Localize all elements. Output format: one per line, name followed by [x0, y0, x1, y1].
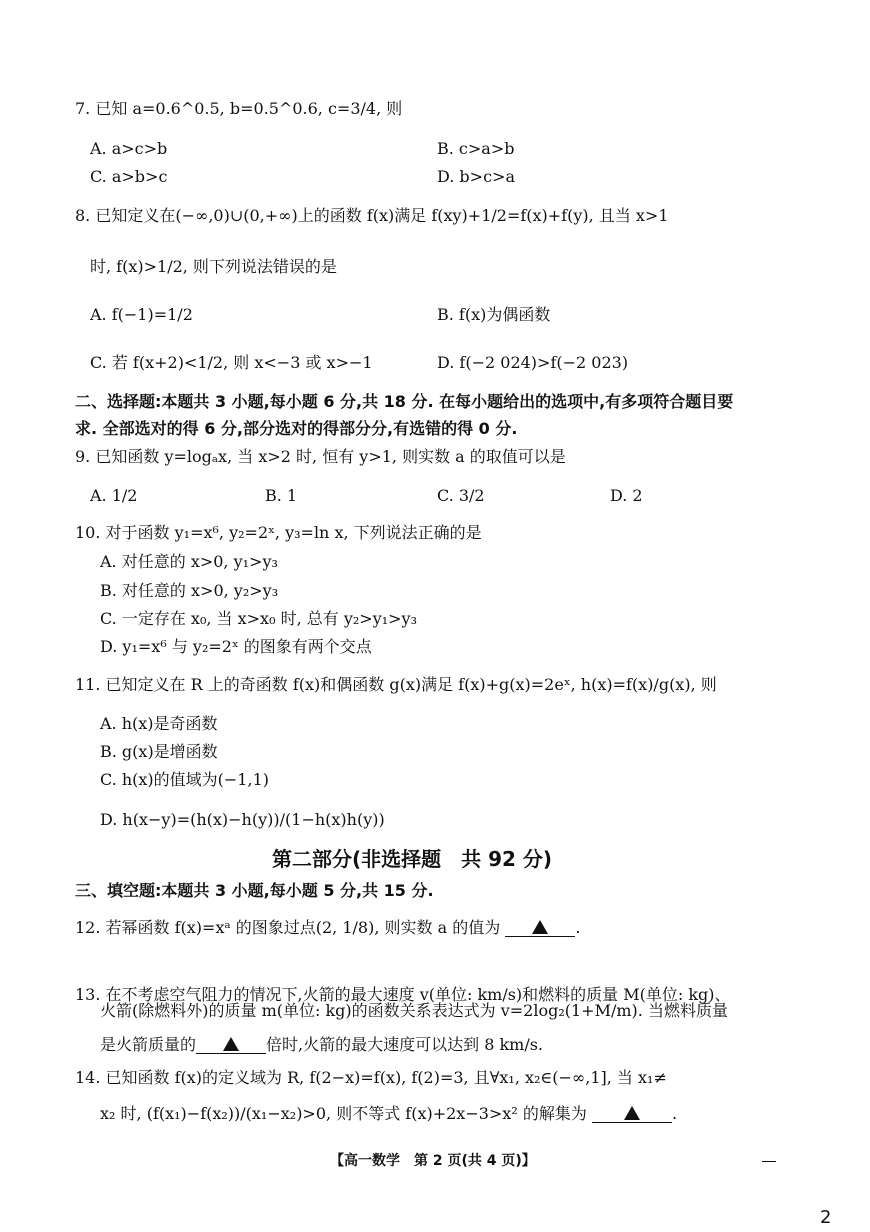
part2-title: 第二部分(非选择题 共 92 分) — [272, 847, 553, 871]
triangle-icon — [624, 1106, 640, 1120]
q7-option-d: D. b>c>a — [437, 167, 515, 186]
q8-stem-line2: 时, f(x)>1/2, 则下列说法错误的是 — [90, 257, 337, 276]
q7-stem: 7. 已知 a=0.6^0.5, b=0.5^0.6, c=3/4, 则 — [75, 99, 403, 118]
q13-text-after: 倍时,火箭的最大速度可以达到 8 km/s. — [266, 1035, 544, 1054]
q14-text: x₂ 时, (f(x₁)−f(x₂))/(x₁−x₂)>0, 则不等式 f(x)+2x−3>x² 的解集为 — [100, 1104, 587, 1123]
q7-option-c: C. a>b>c — [90, 167, 168, 186]
q11-option-b: B. g(x)是增函数 — [100, 742, 218, 761]
footer-dash — [762, 1161, 776, 1162]
q9-option-b: B. 1 — [265, 486, 298, 505]
q11-option-d: D. h(x−y)=(h(x)−h(y))/(1−h(x)h(y)) — [100, 810, 385, 829]
q12-end: . — [575, 918, 581, 937]
q10-option-d: D. y₁=x⁶ 与 y₂=2ˣ 的图象有两个交点 — [100, 637, 372, 656]
q10-option-c: C. 一定存在 x₀, 当 x>x₀ 时, 总有 y₂>y₁>y₃ — [100, 609, 418, 628]
q13-text-before: 是火箭质量的 — [100, 1035, 197, 1054]
section2-heading-line2: 求. 全部选对的得 6 分,部分选对的得部分分,有选错的得 0 分. — [75, 419, 518, 438]
q10-option-a: A. 对任意的 x>0, y₁>y₃ — [100, 552, 278, 571]
section2-heading-line1: 二、选择题:本题共 3 小题,每小题 6 分,共 18 分. 在每小题给出的选项中,有多项符合题目要 — [75, 392, 734, 411]
q9-stem: 9. 已知函数 y=logₐx, 当 x>2 时, 恒有 y>1, 则实数 a 的取值可以是 — [75, 447, 566, 466]
q12-answer-blank[interactable] — [505, 920, 575, 937]
q7-option-a: A. a>c>b — [90, 139, 168, 158]
q8-option-a: A. f(−1)=1/2 — [90, 305, 193, 324]
q8-option-c: C. 若 f(x+2)<1/2, 则 x<−3 或 x>−1 — [90, 353, 373, 372]
q14-end: . — [671, 1104, 678, 1123]
triangle-icon — [223, 1037, 239, 1051]
q13-answer-blank[interactable] — [196, 1037, 266, 1054]
q13-line2: 火箭(除燃料外)的质量 m(单位: kg)的函数关系表达式为 v=2log₂(1+M/m). 当燃料质量 — [100, 1001, 728, 1020]
q11-option-a: A. h(x)是奇函数 — [100, 714, 218, 733]
q8-option-b: B. f(x)为偶函数 — [437, 305, 551, 324]
q11-option-c: C. h(x)的值域为(−1,1) — [100, 770, 269, 789]
q10-option-b: B. 对任意的 x>0, y₂>y₃ — [100, 581, 279, 600]
page-number: 2 — [820, 1207, 832, 1228]
q14-answer-blank[interactable] — [592, 1106, 672, 1123]
q14-line1: 14. 已知函数 f(x)的定义域为 R, f(2−x)=f(x), f(2)=3, 且∀x₁, x₂∈(−∞,1], 当 x₁≠ — [75, 1068, 667, 1087]
q7-option-b: B. c>a>b — [437, 139, 515, 158]
q12-line — [75, 917, 580, 939]
q14-line2 — [100, 1103, 677, 1125]
triangle-icon — [532, 920, 548, 934]
q11-stem: 11. 已知定义在 R 上的奇函数 f(x)和偶函数 g(x)满足 f(x)+g(x)=2eˣ, h(x)=f(x)/g(x), 则 — [75, 675, 717, 694]
q8-stem-line1: 8. 已知定义在(−∞,0)∪(0,+∞)上的函数 f(x)满足 f(xy)+1/2=f(x)+f(y), 且当 x>1 — [75, 206, 669, 225]
q12-text: 12. 若幂函数 f(x)=xᵃ 的图象过点(2, 1/8), 则实数 a 的值为 — [75, 918, 501, 937]
q8-option-d: D. f(−2 024)>f(−2 023) — [437, 353, 629, 372]
q9-option-d: D. 2 — [610, 486, 643, 505]
q9-option-a: A. 1/2 — [90, 486, 138, 505]
page-footer: 【高一数学 第 2 页(共 4 页)】 — [330, 1153, 536, 1169]
q13-line1: 13. 在不考虑空气阻力的情况下,火箭的最大速度 v(单位: km/s)和燃料的质量 M(单位: kg)、 — [75, 985, 731, 1004]
q9-option-c: C. 3/2 — [437, 486, 485, 505]
q10-stem: 10. 对于函数 y₁=x⁶, y₂=2ˣ, y₃=ln x, 下列说法正确的是 — [75, 523, 482, 542]
q13-line3 — [100, 1034, 543, 1056]
section3-heading: 三、填空题:本题共 3 小题,每小题 5 分,共 15 分. — [75, 881, 434, 900]
